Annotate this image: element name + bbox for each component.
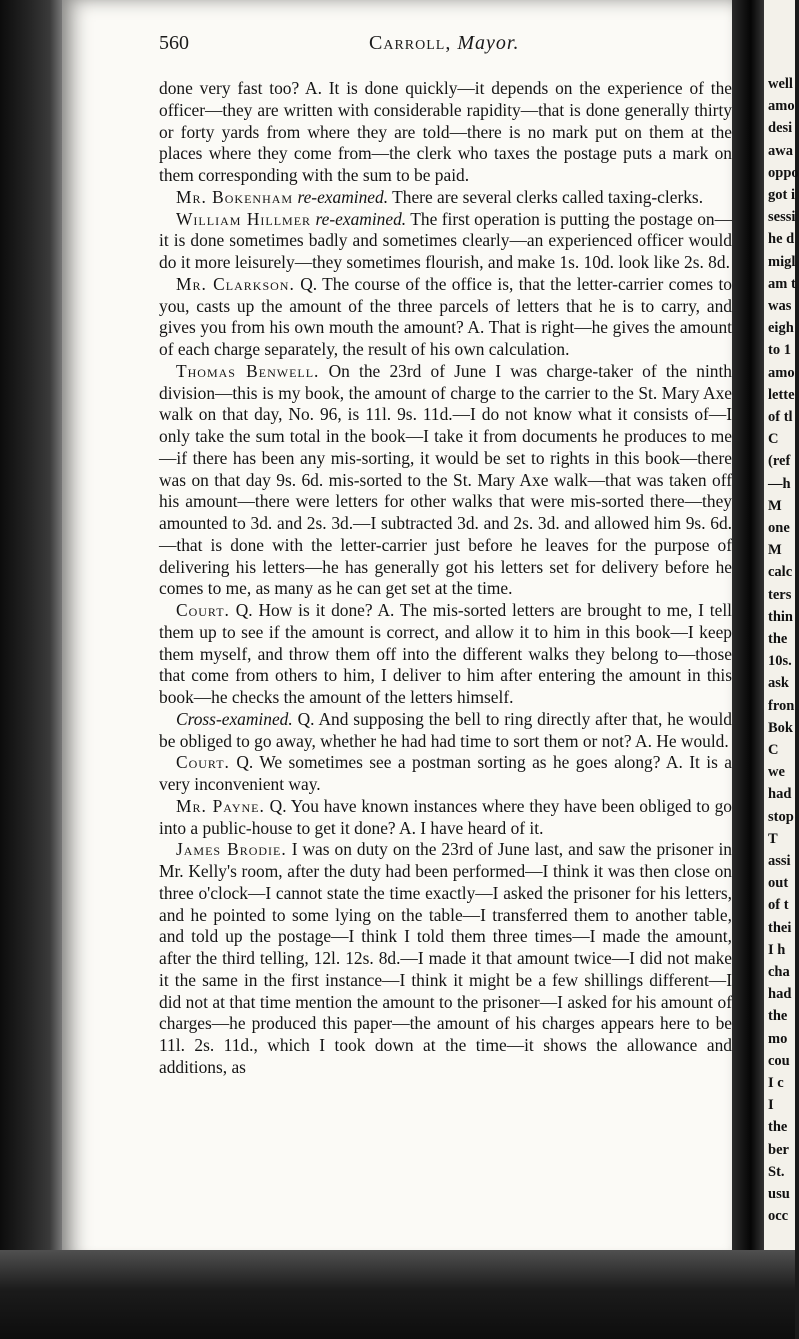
next-page-fragment: assi	[768, 853, 791, 869]
next-page-fragment: lette	[768, 386, 795, 403]
testimony-paragraph	[159, 361, 732, 600]
next-page-fragment: the	[768, 1008, 788, 1025]
next-page-fragment: 10s.	[768, 653, 792, 670]
next-page-edge	[764, 0, 799, 1300]
running-head-title: Mayor.	[457, 32, 520, 54]
paragraph-text: I was on duty on the 23rd of June last, and saw the prisoner in Mr. Kelly's room, after the duty had been performed—I think it was then close on three o'clock—I cannot state the time exactly—I asked the prisoner for his letters, and he pointed to some lying on the table—I transferred them to another table, and told up the postage—I think I told them three times—I made the amount, after the third telling, 12l. 12s. 8d.—I made it that amount twice—I did not make it the same in the first instance—I think it might be a few shillings different—I did not at that time mention the amount to the prisoner—I asked for his amount of charges—he produced this paper—the amount of his charges appears here to be 11l. 2s. 11d., which I took down at the time—it shows the allowance and additions, as	[159, 839, 732, 1077]
speaker-name: Court.	[176, 600, 230, 620]
next-page-fragment: mo	[768, 1030, 788, 1047]
speaker-name: Mr. Clarkson.	[176, 273, 295, 294]
next-page-fragment: ber	[768, 1141, 789, 1158]
next-page-fragment: ask	[768, 675, 789, 692]
next-page-fragment: had	[768, 986, 792, 1003]
next-page-fragment: ters	[768, 586, 792, 603]
next-page-fragment: C	[768, 431, 779, 448]
paragraph-text: On the 23rd of June I was charge-taker of the ninth division—this is my book, the amount of charge to the carrier to the St. Mary Axe walk on that day, No. 96, is 11l. 9s. 11d.—I do not know what it consists of—I only take the sum total in the book—I take it from documents he produces to me—if there has been any mis-sorting, it would be set to rights in this book—there was on that day 9s. 6d. mis-sorted to the St. Mary Axe walk—that was taken off his amount—there were letters for other walks that were mis-sorted there—they amounted to 3d. and 2s. 3d.—I subtracted 3d. and 2s. 3d. and allowed him 9s. 6d.—that is done with the letter-carrier just before he leaves for the purpose of delivering his letters—he has generally got his letters set for delivery before he comes to me, as many as he can get set at the time.	[159, 360, 732, 599]
testimony-paragraph	[159, 796, 732, 840]
page-text	[159, 78, 732, 1079]
speaker-name: Thomas Benwell.	[176, 360, 320, 381]
next-page-fragment: occ	[768, 1208, 789, 1225]
testimony-paragraph	[159, 709, 732, 753]
next-page-fragment: well	[768, 76, 793, 92]
next-page-fragment: we	[768, 764, 785, 781]
next-page-fragment: amo	[768, 98, 795, 115]
book-left-edge	[0, 0, 62, 1339]
paragraph-text: Q. The course of the office is, that the letter-carrier comes to you, casts up the amount of the three parcels of letters that he is to carry, and gives you from his own mouth the amount? A. That is right—he gives the amount of each charge separately, the result of his own calculation.	[159, 273, 732, 359]
paragraph-text: Q. We sometimes see a postman sorting as he goes along? A. It is a very inconvenient way.	[159, 752, 732, 794]
testimony-paragraph	[159, 752, 732, 796]
running-head-name: Carroll,	[369, 32, 452, 54]
next-page-fragment: migl	[768, 253, 796, 270]
next-page-fragment: I	[768, 1097, 774, 1114]
next-page-fragment: of t	[768, 897, 789, 914]
testimony-paragraph	[159, 839, 732, 1078]
next-page-fragment: out	[768, 875, 789, 892]
paragraph-text: Q. And supposing the bell to ring directly after that, he would be obliged to go away, whether he had had time to sort them or not? A. He would.	[159, 708, 732, 751]
next-page-fragment: I h	[768, 941, 786, 958]
book-gutter	[732, 0, 766, 1300]
next-page-fragment: was	[768, 298, 792, 314]
speaker-name: Court.	[176, 752, 230, 773]
next-page-fragment: usu	[768, 1186, 790, 1202]
testimony-paragraph	[159, 78, 732, 187]
next-page-fragment: got i	[768, 187, 795, 203]
next-page-fragment: he d	[768, 231, 795, 248]
paragraph-text: There are several clerks called taxing-clerks.	[392, 186, 704, 207]
next-page-fragment: oppo	[768, 164, 799, 181]
paragraph-text: Q. You have known instances where they have been obliged to go into a public-house to get it done? A. I have heard of it.	[159, 795, 732, 838]
next-page-fragment: Bok	[768, 719, 793, 736]
next-page-fragment: the	[768, 1119, 788, 1136]
paragraph-text: Q. How is it done? A. The mis-sorted letters are brought to me, I tell them up to see if the amount is correct, and allow it to him in this book—I keep them myself, and throw them off into the different walks they belong to—those that come from others to him, I deliver to him after entering the amount in this book—he checks the amount of the letters himself.	[159, 600, 732, 707]
paragraph-text: done very fast too? A. It is done quickly—it depends on the experience of the officer—they are written with considerable rapidity—that is done generally thirty or forty yards from where they are told—there is no mark put on them at the places where they come from—the clerk who taxes the postage puts a mark on them corresponding with the sum to be paid.	[159, 78, 732, 185]
next-page-fragment: sessi	[768, 209, 796, 226]
testimony-paragraph	[159, 600, 732, 709]
book-bottom-edge	[0, 1250, 795, 1339]
next-page-fragment: —h	[768, 475, 791, 492]
next-page-fragment: M	[768, 497, 782, 514]
paragraph-text: The first operation is putting the postage on—it is done sometimes badly and sometimes clearly—an experienced officer would do it more leisurely—they sometimes flourish, and make 1s. 10d. look like 2s. 8d.	[159, 208, 732, 272]
speaker-name: Mr. Payne.	[176, 795, 265, 816]
next-page-fragment: St.	[768, 1163, 785, 1180]
next-page-fragment: T	[768, 830, 778, 847]
next-page-fragment: the	[768, 631, 788, 647]
next-page-fragment: C	[768, 742, 779, 758]
testimony-paragraph	[159, 274, 732, 361]
testimony-paragraph	[159, 209, 732, 274]
next-page-fragment: of tl	[768, 409, 793, 425]
page-number: 560	[159, 32, 189, 54]
speaker-name: Mr. Bokenham	[176, 186, 294, 207]
next-page-fragment: desi	[768, 120, 793, 137]
next-page-fragment: calc	[768, 564, 793, 581]
next-page-fragment: am t	[768, 275, 796, 292]
next-page-fragment: (ref	[768, 453, 791, 470]
next-page-fragment: had	[768, 786, 792, 803]
next-page-fragment: to 1	[768, 342, 791, 359]
next-page-fragment: cha	[768, 964, 790, 980]
examination-tag: re-examined.	[297, 186, 389, 207]
next-page-fragment: one	[768, 520, 790, 536]
running-head	[369, 32, 519, 55]
page-header	[159, 32, 729, 56]
next-page-fragment: eigh	[768, 320, 794, 337]
speaker-name: William Hillmer	[176, 208, 312, 229]
examination-tag: re-examined.	[315, 208, 407, 229]
next-page-fragment: awa	[768, 142, 793, 159]
next-page-fragment: thei	[768, 919, 792, 936]
next-page-fragment: fron	[768, 697, 795, 714]
testimony-paragraph	[159, 187, 732, 209]
next-page-fragment: cou	[768, 1052, 790, 1069]
next-page-fragment: stop	[768, 808, 794, 825]
examination-tag: Cross-examined.	[176, 708, 293, 729]
next-page-fragment: I c	[768, 1075, 784, 1091]
next-page-fragment: M	[768, 542, 782, 559]
next-page-fragment: thin	[768, 608, 793, 625]
speaker-name: James Brodie.	[176, 839, 287, 860]
next-page-fragment: amo	[768, 364, 795, 381]
